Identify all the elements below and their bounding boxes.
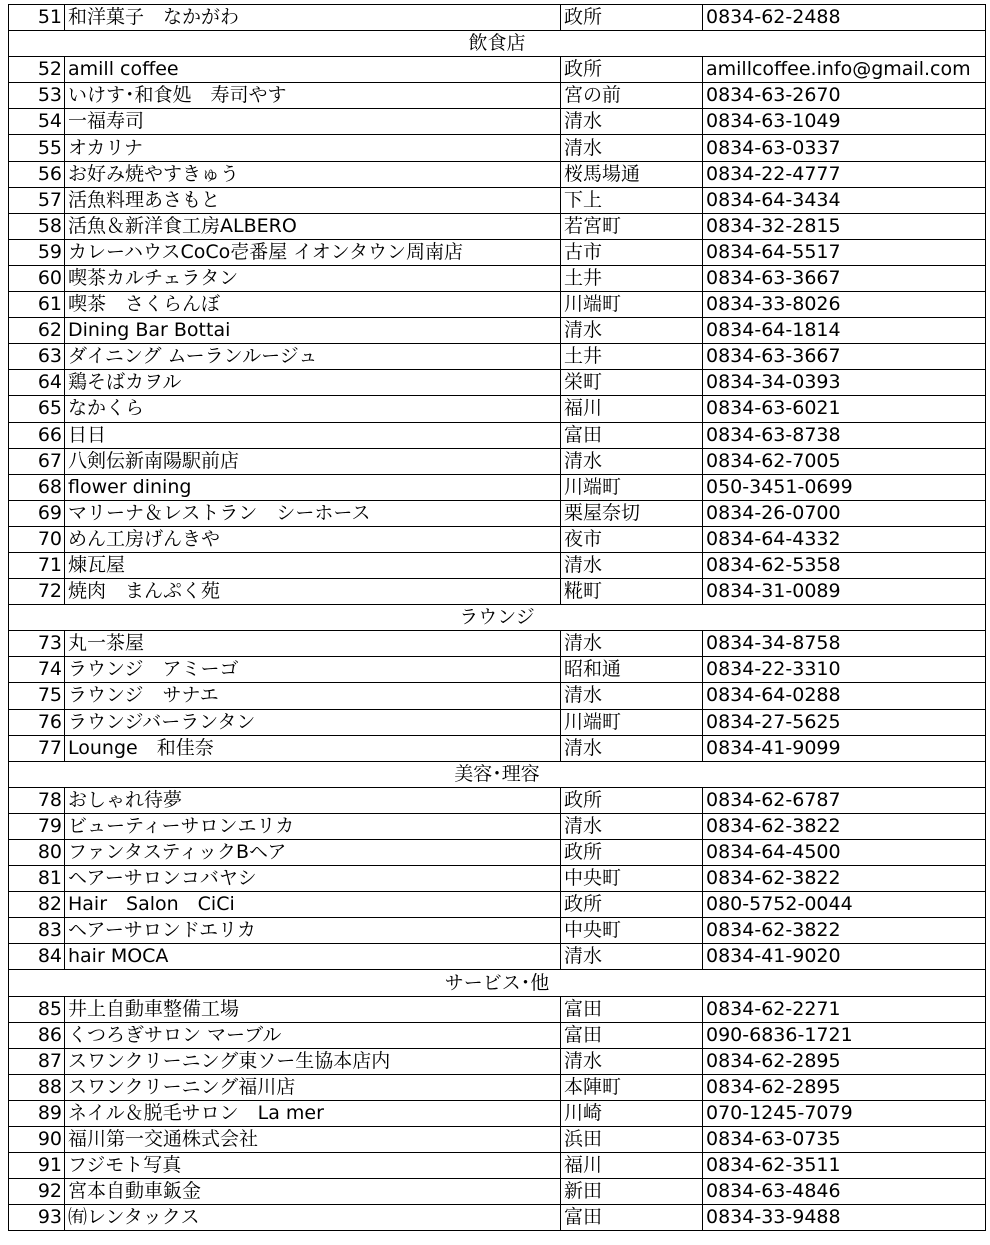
- table-row: [9, 5, 986, 31]
- shop-contact: 0834-64-1814: [703, 318, 986, 344]
- row-number: 71: [9, 552, 65, 578]
- shop-area: 中央町: [561, 918, 703, 944]
- table-row: [9, 813, 986, 839]
- shop-area: 清水: [561, 944, 703, 970]
- table-row: [9, 787, 986, 813]
- table-row: [9, 474, 986, 500]
- row-number: 75: [9, 683, 65, 709]
- table-row: [9, 265, 986, 291]
- row-number: 78: [9, 787, 65, 813]
- shop-contact: 0834-33-8026: [703, 292, 986, 318]
- shop-area: 栗屋奈切: [561, 500, 703, 526]
- shop-area: 清水: [561, 448, 703, 474]
- shop-area: 清水: [561, 735, 703, 761]
- shop-name: スワンクリーニング福川店: [65, 1074, 561, 1100]
- shop-area: 土井: [561, 265, 703, 291]
- category-header-row: [9, 31, 986, 57]
- shop-area: 中央町: [561, 866, 703, 892]
- shop-name: ビューティーサロンエリカ: [65, 813, 561, 839]
- row-number: 85: [9, 996, 65, 1022]
- shop-area: 清水: [561, 631, 703, 657]
- shop-contact: 0834-63-0735: [703, 1127, 986, 1153]
- shop-contact: 0834-64-0288: [703, 683, 986, 709]
- shop-area: 新田: [561, 1179, 703, 1205]
- shop-area: 川端町: [561, 292, 703, 318]
- table-row: [9, 657, 986, 683]
- table-row: [9, 683, 986, 709]
- table-row: [9, 213, 986, 239]
- shop-name: 煉瓦屋: [65, 552, 561, 578]
- shop-name: くつろぎサロン マーブル: [65, 1022, 561, 1048]
- shop-area: 若宮町: [561, 213, 703, 239]
- shop-contact: amillcoffee.info@gmail.com: [703, 57, 986, 83]
- row-number: 74: [9, 657, 65, 683]
- shop-name: 喫茶 さくらんぼ: [65, 292, 561, 318]
- shop-name: flower dining: [65, 474, 561, 500]
- shop-name: ダイニング ムーランルージュ: [65, 344, 561, 370]
- row-number: 73: [9, 631, 65, 657]
- shop-contact: 0834-63-2670: [703, 83, 986, 109]
- shop-name: なかくら: [65, 396, 561, 422]
- shop-contact: 0834-32-2815: [703, 213, 986, 239]
- shop-name: スワンクリーニング東ソー生協本店内: [65, 1048, 561, 1074]
- row-number: 68: [9, 474, 65, 500]
- shop-area: 昭和通: [561, 657, 703, 683]
- shop-area: 政所: [561, 892, 703, 918]
- shop-area: 福川: [561, 396, 703, 422]
- shop-area: 富田: [561, 1022, 703, 1048]
- shop-area: 富田: [561, 422, 703, 448]
- shop-area: 政所: [561, 840, 703, 866]
- row-number: 51: [9, 5, 65, 31]
- shop-name: おしゃれ待夢: [65, 787, 561, 813]
- table-row: [9, 370, 986, 396]
- shop-name: 焼肉 まんぷく苑: [65, 579, 561, 605]
- table-row: [9, 944, 986, 970]
- shop-area: 清水: [561, 1048, 703, 1074]
- shop-area: 夜市: [561, 526, 703, 552]
- shop-contact: 0834-33-9488: [703, 1205, 986, 1231]
- category-header-row: [9, 761, 986, 787]
- shop-name: 喫茶カルチェラタン: [65, 265, 561, 291]
- shop-contact: 050-3451-0699: [703, 474, 986, 500]
- shop-name: オカリナ: [65, 135, 561, 161]
- row-number: 87: [9, 1048, 65, 1074]
- row-number: 66: [9, 422, 65, 448]
- shop-area: 清水: [561, 552, 703, 578]
- table-row: [9, 526, 986, 552]
- shop-contact: 0834-63-1049: [703, 109, 986, 135]
- shop-contact: 0834-41-9020: [703, 944, 986, 970]
- shop-area: 本陣町: [561, 1074, 703, 1100]
- shop-name: Lounge 和佳奈: [65, 735, 561, 761]
- shop-contact: 0834-64-4332: [703, 526, 986, 552]
- table-row: [9, 161, 986, 187]
- table-row: [9, 83, 986, 109]
- row-number: 81: [9, 866, 65, 892]
- shop-contact: 0834-22-4777: [703, 161, 986, 187]
- shop-name: ファンタスティックBヘア: [65, 840, 561, 866]
- table-row: [9, 552, 986, 578]
- shop-contact: 0834-64-3434: [703, 187, 986, 213]
- table-row: [9, 344, 986, 370]
- category-header-row: [9, 605, 986, 631]
- shop-area: 政所: [561, 5, 703, 31]
- shop-name: お好み焼やすきゅう: [65, 161, 561, 187]
- shop-name: ラウンジバーランタン: [65, 709, 561, 735]
- shop-name: ヘアーサロンドエリカ: [65, 918, 561, 944]
- table-row: [9, 187, 986, 213]
- shop-area: 桜馬場通: [561, 161, 703, 187]
- row-number: 56: [9, 161, 65, 187]
- shop-area: 清水: [561, 813, 703, 839]
- shop-contact: 0834-62-7005: [703, 448, 986, 474]
- shop-area: 清水: [561, 109, 703, 135]
- shop-contact: 0834-62-3822: [703, 866, 986, 892]
- shop-name: マリーナ＆レストラン シーホース: [65, 500, 561, 526]
- shop-name: 丸一茶屋: [65, 631, 561, 657]
- table-row: [9, 292, 986, 318]
- table-row: [9, 318, 986, 344]
- table-row: [9, 866, 986, 892]
- table-row: [9, 109, 986, 135]
- row-number: 52: [9, 57, 65, 83]
- shop-name: 宮本自動車鈑金: [65, 1179, 561, 1205]
- table-row: [9, 840, 986, 866]
- shop-contact: 080-5752-0044: [703, 892, 986, 918]
- row-number: 93: [9, 1205, 65, 1231]
- table-row: [9, 709, 986, 735]
- shop-contact: 0834-27-5625: [703, 709, 986, 735]
- row-number: 57: [9, 187, 65, 213]
- shop-contact: 0834-64-5517: [703, 239, 986, 265]
- shop-name: Hair Salon CiCi: [65, 892, 561, 918]
- shop-contact: 0834-63-3667: [703, 344, 986, 370]
- table-row: [9, 1205, 986, 1231]
- shop-name: 井上自動車整備工場: [65, 996, 561, 1022]
- row-number: 83: [9, 918, 65, 944]
- category-title: ラウンジ: [9, 605, 986, 631]
- table-row: [9, 996, 986, 1022]
- shop-contact: 0834-34-8758: [703, 631, 986, 657]
- table-row: [9, 1179, 986, 1205]
- shop-contact: 0834-62-5358: [703, 552, 986, 578]
- shop-contact: 0834-64-4500: [703, 840, 986, 866]
- shop-area: 福川: [561, 1153, 703, 1179]
- shop-name: いけす･和食処 寿司やす: [65, 83, 561, 109]
- shop-area: 宮の前: [561, 83, 703, 109]
- shop-name: 日日: [65, 422, 561, 448]
- row-number: 91: [9, 1153, 65, 1179]
- shop-name: ラウンジ アミーゴ: [65, 657, 561, 683]
- row-number: 67: [9, 448, 65, 474]
- shop-contact: 0834-26-0700: [703, 500, 986, 526]
- shop-contact: 0834-62-2895: [703, 1048, 986, 1074]
- shop-contact: 0834-63-0337: [703, 135, 986, 161]
- shop-contact: 0834-62-2488: [703, 5, 986, 31]
- shop-name: カレーハウスCoCo壱番屋 イオンタウン周南店: [65, 239, 561, 265]
- row-number: 53: [9, 83, 65, 109]
- shop-name: hair MOCA: [65, 944, 561, 970]
- table-row: [9, 892, 986, 918]
- shop-name: amill coffee: [65, 57, 561, 83]
- shop-contact: 0834-62-3822: [703, 918, 986, 944]
- shop-area: 富田: [561, 996, 703, 1022]
- category-title: 美容･理容: [9, 761, 986, 787]
- shop-area: 政所: [561, 787, 703, 813]
- shop-contact: 0834-41-9099: [703, 735, 986, 761]
- shop-area: 栄町: [561, 370, 703, 396]
- row-number: 60: [9, 265, 65, 291]
- row-number: 59: [9, 239, 65, 265]
- row-number: 84: [9, 944, 65, 970]
- shop-name: 和洋菓子 なかがわ: [65, 5, 561, 31]
- shop-contact: 0834-62-3822: [703, 813, 986, 839]
- shop-contact: 0834-31-0089: [703, 579, 986, 605]
- row-number: 55: [9, 135, 65, 161]
- shop-area: 政所: [561, 57, 703, 83]
- table-row: [9, 1022, 986, 1048]
- table-row: [9, 135, 986, 161]
- shop-contact: 0834-63-4846: [703, 1179, 986, 1205]
- shop-area: 糀町: [561, 579, 703, 605]
- shop-name: 八剣伝新南陽駅前店: [65, 448, 561, 474]
- row-number: 77: [9, 735, 65, 761]
- shop-area: 浜田: [561, 1127, 703, 1153]
- store-list-body: [9, 5, 986, 1231]
- row-number: 63: [9, 344, 65, 370]
- table-row: [9, 57, 986, 83]
- shop-contact: 090-6836-1721: [703, 1022, 986, 1048]
- row-number: 79: [9, 813, 65, 839]
- shop-contact: 070-1245-7079: [703, 1100, 986, 1126]
- shop-area: 川崎: [561, 1100, 703, 1126]
- row-number: 65: [9, 396, 65, 422]
- shop-name: 鶏そばカヲル: [65, 370, 561, 396]
- table-row: [9, 422, 986, 448]
- row-number: 61: [9, 292, 65, 318]
- shop-area: 富田: [561, 1205, 703, 1231]
- shop-name: 活魚＆新洋食工房ALBERO: [65, 213, 561, 239]
- table-row: [9, 396, 986, 422]
- category-header-row: [9, 970, 986, 996]
- shop-contact: 0834-63-3667: [703, 265, 986, 291]
- row-number: 88: [9, 1074, 65, 1100]
- shop-contact: 0834-63-8738: [703, 422, 986, 448]
- row-number: 89: [9, 1100, 65, 1126]
- table-row: [9, 239, 986, 265]
- shop-name: ㈲レンタックス: [65, 1205, 561, 1231]
- shop-contact: 0834-22-3310: [703, 657, 986, 683]
- shop-area: 古市: [561, 239, 703, 265]
- shop-area: 川端町: [561, 474, 703, 500]
- table-row: [9, 1074, 986, 1100]
- table-row: [9, 735, 986, 761]
- shop-name: 一福寿司: [65, 109, 561, 135]
- table-row: [9, 579, 986, 605]
- table-row: [9, 1048, 986, 1074]
- category-title: 飲食店: [9, 31, 986, 57]
- row-number: 72: [9, 579, 65, 605]
- shop-name: フジモト写真: [65, 1153, 561, 1179]
- table-row: [9, 1153, 986, 1179]
- shop-contact: 0834-62-6787: [703, 787, 986, 813]
- shop-contact: 0834-34-0393: [703, 370, 986, 396]
- row-number: 80: [9, 840, 65, 866]
- shop-contact: 0834-62-2271: [703, 996, 986, 1022]
- shop-area: 川端町: [561, 709, 703, 735]
- shop-name: 福川第一交通株式会社: [65, 1127, 561, 1153]
- store-list-table: [8, 4, 986, 1231]
- row-number: 82: [9, 892, 65, 918]
- table-row: [9, 1100, 986, 1126]
- row-number: 70: [9, 526, 65, 552]
- row-number: 58: [9, 213, 65, 239]
- row-number: 92: [9, 1179, 65, 1205]
- row-number: 69: [9, 500, 65, 526]
- table-row: [9, 448, 986, 474]
- shop-contact: 0834-62-2895: [703, 1074, 986, 1100]
- shop-name: めん工房げんきや: [65, 526, 561, 552]
- table-row: [9, 500, 986, 526]
- category-title: サービス･他: [9, 970, 986, 996]
- shop-name: ラウンジ サナエ: [65, 683, 561, 709]
- shop-name: ヘアーサロンコバヤシ: [65, 866, 561, 892]
- table-row: [9, 918, 986, 944]
- row-number: 86: [9, 1022, 65, 1048]
- shop-contact: 0834-62-3511: [703, 1153, 986, 1179]
- row-number: 76: [9, 709, 65, 735]
- shop-name: Dining Bar Bottai: [65, 318, 561, 344]
- row-number: 54: [9, 109, 65, 135]
- shop-area: 清水: [561, 318, 703, 344]
- row-number: 90: [9, 1127, 65, 1153]
- shop-name: ネイル＆脱毛サロン La mer: [65, 1100, 561, 1126]
- table-row: [9, 631, 986, 657]
- shop-area: 清水: [561, 135, 703, 161]
- table-row: [9, 1127, 986, 1153]
- shop-area: 下上: [561, 187, 703, 213]
- row-number: 64: [9, 370, 65, 396]
- shop-area: 清水: [561, 683, 703, 709]
- shop-area: 土井: [561, 344, 703, 370]
- shop-name: 活魚料理あさもと: [65, 187, 561, 213]
- shop-contact: 0834-63-6021: [703, 396, 986, 422]
- row-number: 62: [9, 318, 65, 344]
